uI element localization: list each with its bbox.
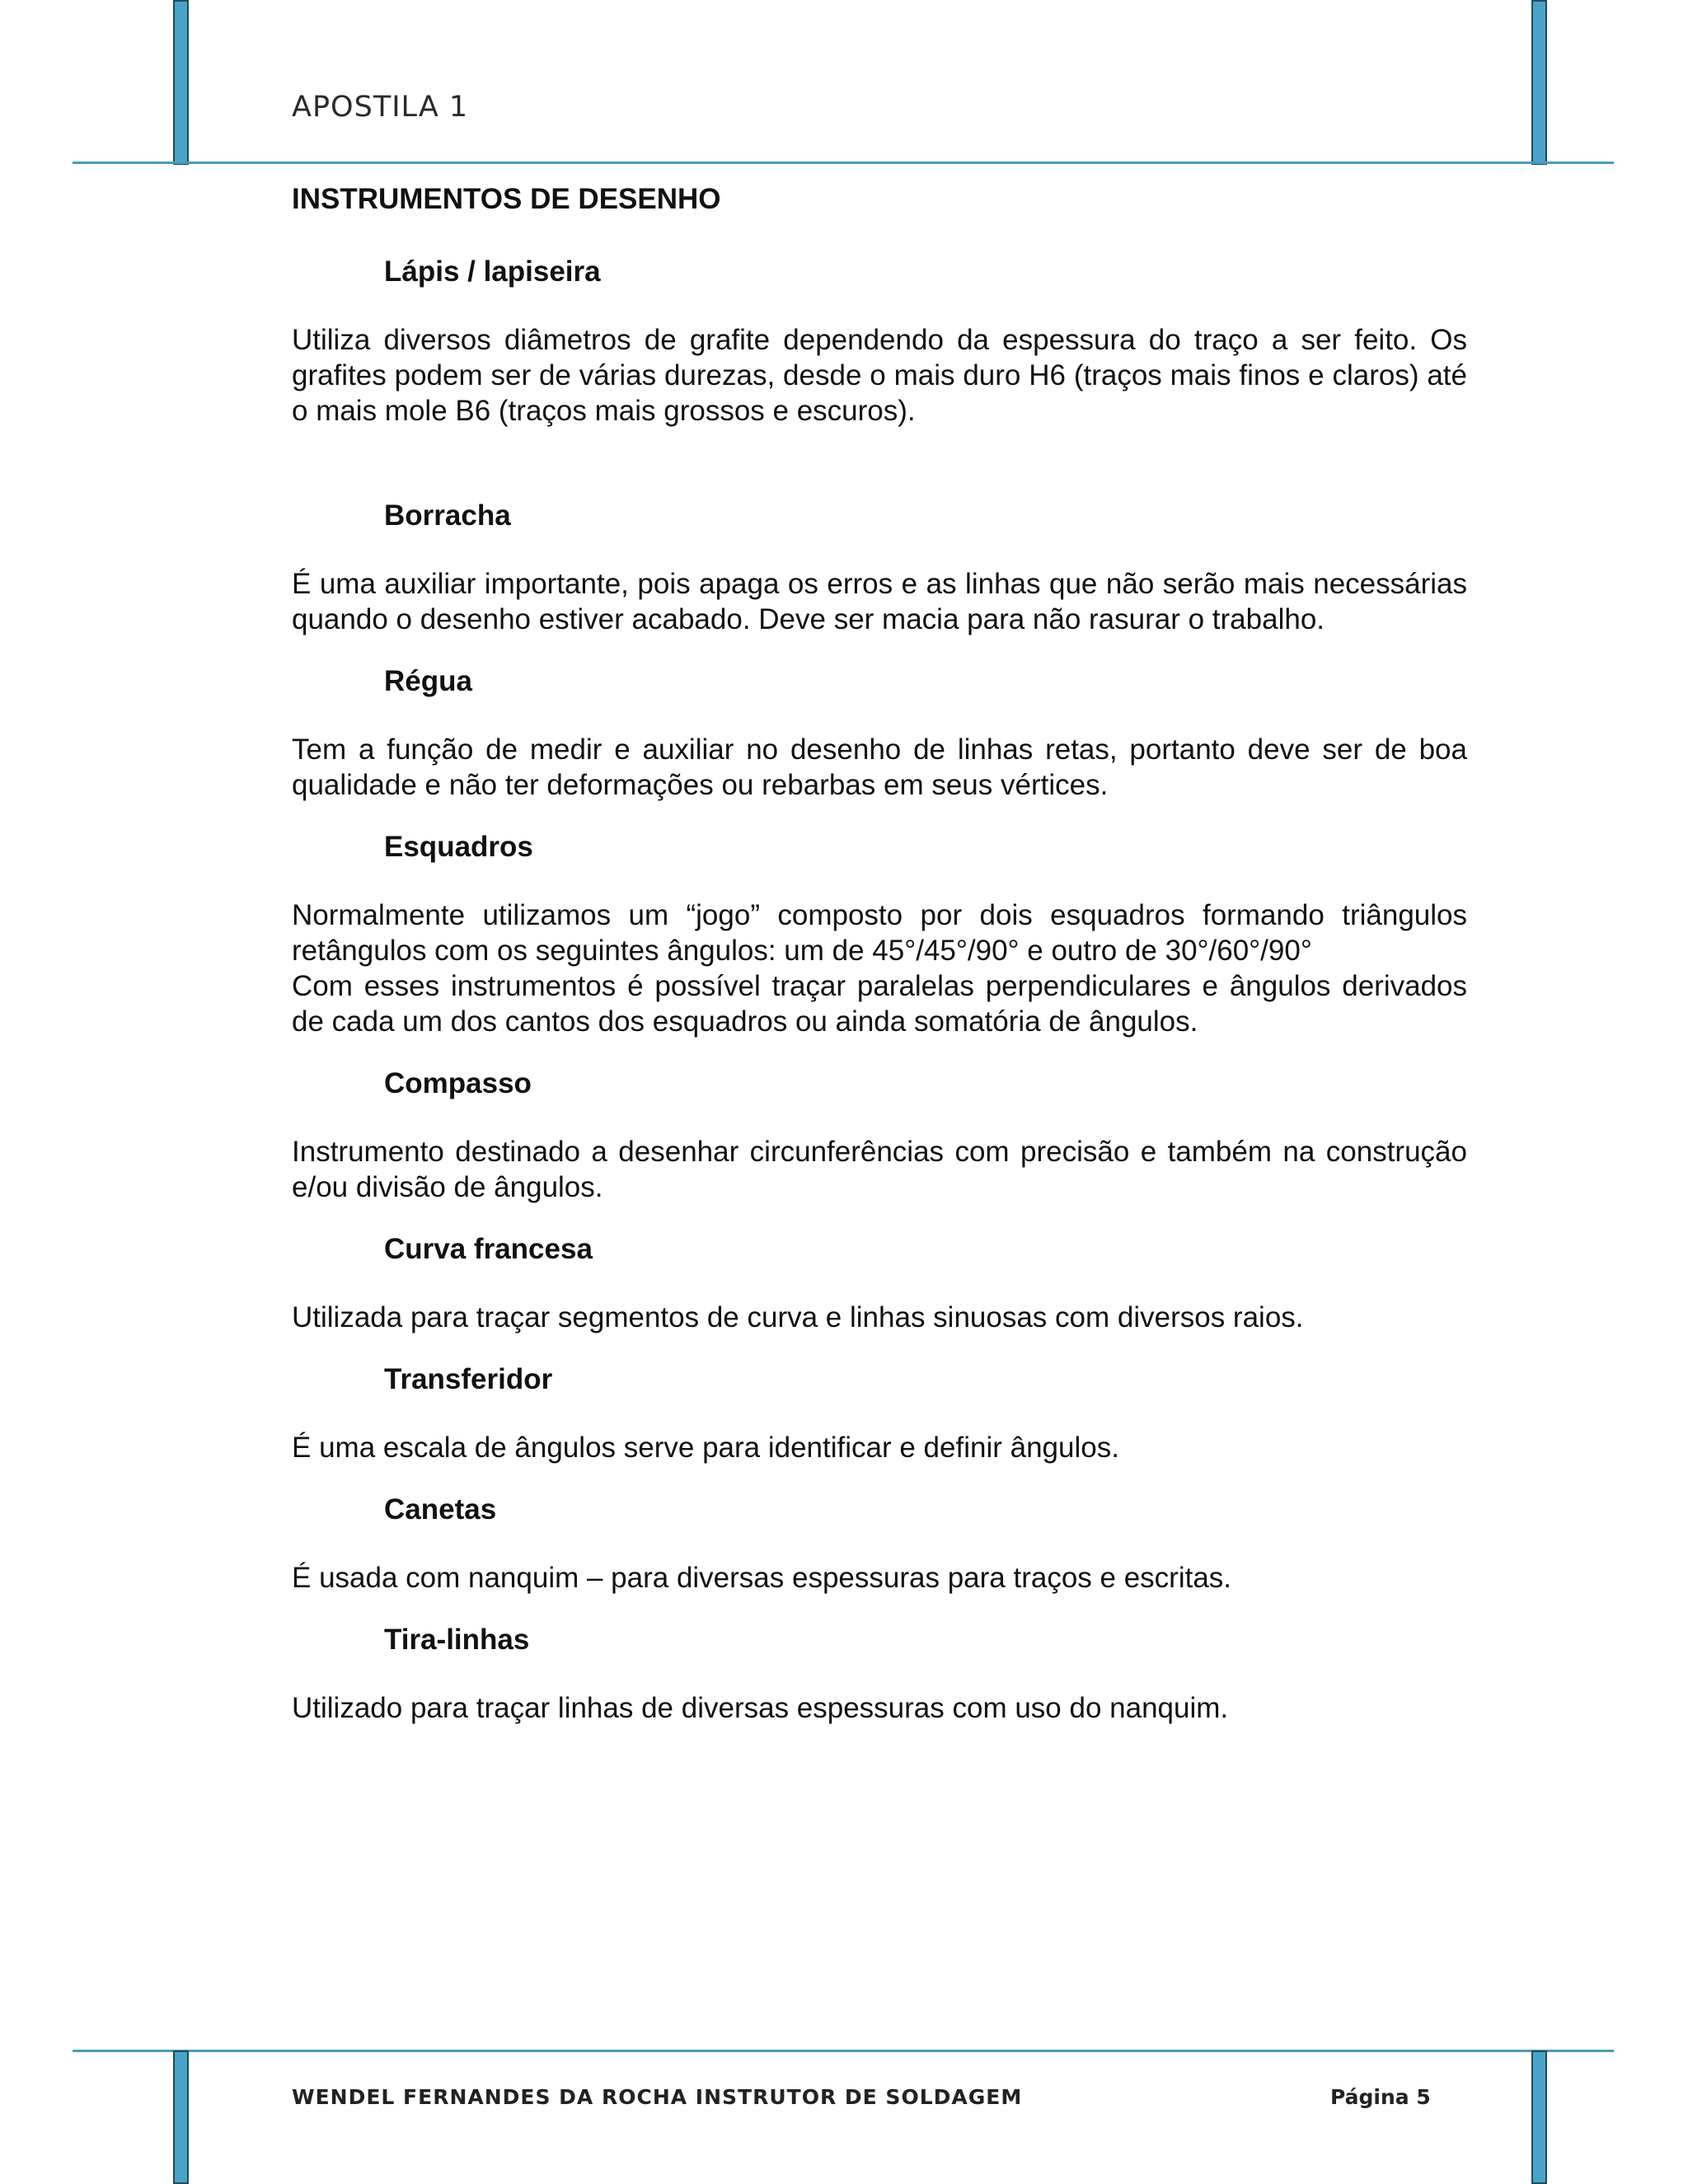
section-compasso (292, 1064, 1467, 1205)
section-heading: Borracha (384, 499, 511, 532)
section-body-line-2: Com esses instrumentos é possível traçar paralelas perpendiculares e ângulos derivados de cada um dos cantos dos esquadros ou ainda somatória de ângulos. (292, 970, 1467, 1038)
section-heading: Compasso (384, 1067, 532, 1099)
section-esquadros (292, 827, 1467, 1039)
header-left-accent-bar (173, 0, 189, 165)
section-body: Tem a função de medir e auxiliar no desenho de linhas retas, portanto deve ser de boa qualidade e não ter deformações ou rebarbas em seus vértices. (292, 733, 1467, 801)
section-tira-linhas (292, 1620, 1467, 1726)
section-heading: Transferidor (384, 1363, 553, 1395)
section-curva-francesa (292, 1230, 1467, 1335)
document-title: INSTRUMENTOS DE DESENHO (292, 183, 721, 215)
section-heading: Curva francesa (384, 1233, 593, 1265)
header-divider (73, 162, 1614, 164)
section-body: É uma escala de ângulos serve para identificar e definir ângulos. (292, 1432, 1119, 1464)
section-borracha (292, 496, 1467, 637)
section-body: É usada com nanquim – para diversas espessuras para traços e escritas. (292, 1562, 1232, 1594)
section-body: Utilizado para traçar linhas de diversas espessuras com uso do nanquim. (292, 1692, 1229, 1724)
section-transferidor (292, 1360, 1467, 1465)
section-body: Utilizada para traçar segmentos de curva e linhas sinuosas com diversos raios. (292, 1301, 1304, 1333)
header-right-accent-bar (1531, 0, 1547, 165)
page-content (292, 180, 1467, 1726)
section-body: Instrumento destinado a desenhar circunferências com precisão e também na construção e/ou divisão de ângulos. (292, 1136, 1467, 1203)
section-heading: Tira-linhas (384, 1624, 530, 1656)
section-heading: Esquadros (384, 831, 533, 863)
footer-divider (73, 2050, 1614, 2052)
section-heading: Lápis / lapiseira (384, 255, 601, 288)
header-title: APOSTILA 1 (292, 91, 469, 124)
footer-right-accent-bar (1531, 2050, 1547, 2184)
section-regua (292, 662, 1467, 803)
footer-left-accent-bar (173, 2050, 189, 2184)
section-body: Utiliza diversos diâmetros de grafite dependendo da espessura do traço a ser feito. Os grafites podem ser de várias durezas, desde o mais duro H6 (traços mais finos e claros) até o mais mole B6 (traços mais grossos e escuros). (292, 324, 1467, 427)
footer-page-number: Página 5 (1330, 2085, 1431, 2109)
section-heading: Régua (384, 665, 472, 697)
section-lapis (292, 252, 1467, 429)
section-heading: Canetas (384, 1493, 497, 1526)
section-body: É uma auxiliar importante, pois apaga os erros e as linhas que não serão mais necessárias quando o desenho estiver acabado. Deve ser macia para não rasurar o trabalho. (292, 568, 1467, 635)
section-body-line-1: Normalmente utilizamos um “jogo” composto por dois esquadros formando triângulos retângulos com os seguintes ângulos: um de 45°/45°/90° e outro de 30°/60°/90° (292, 899, 1467, 967)
footer-author: WENDEL FERNANDES DA ROCHA INSTRUTOR DE SOLDAGEM (292, 2085, 1023, 2109)
section-canetas (292, 1490, 1467, 1596)
